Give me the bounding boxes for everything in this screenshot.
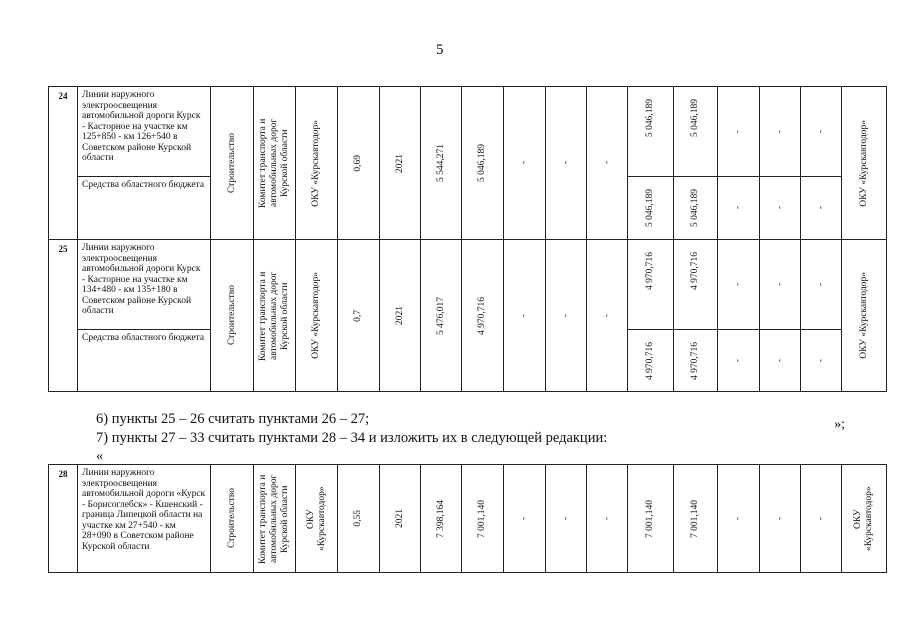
value-dash: -	[815, 129, 826, 134]
y2021-cell	[674, 465, 718, 573]
dash-cell	[546, 87, 587, 240]
y2023-cell	[760, 465, 801, 573]
org-cell	[296, 240, 338, 392]
total-cell	[628, 465, 674, 573]
value-dash: -	[774, 516, 785, 521]
row-number: 24	[49, 87, 78, 240]
year: 2021	[394, 306, 405, 325]
year: 2021	[394, 153, 405, 173]
remaining-cost: 7 001,140	[477, 499, 488, 538]
dash-cell	[546, 240, 587, 392]
value-dash: -	[733, 516, 744, 521]
estimate-cost: 5 476,017	[435, 296, 446, 335]
dash-cell	[504, 87, 546, 240]
sub-total-cell	[628, 330, 674, 392]
funding-source: Средства областного бюджета	[78, 177, 211, 240]
dash-cell	[546, 465, 587, 573]
year: 2021	[394, 509, 405, 528]
total-cell	[628, 240, 674, 330]
value-dash: -	[601, 313, 612, 318]
table-row	[49, 465, 887, 573]
opening-quote: «	[96, 448, 104, 464]
committee-cell	[254, 465, 296, 573]
financing-2021: 5 046,189	[690, 99, 701, 137]
y2022-cell	[718, 465, 760, 573]
value-dash: -	[601, 161, 612, 165]
closing-quote: »;	[834, 417, 845, 432]
length-km: 0,7	[353, 309, 364, 322]
customer-cell	[842, 87, 887, 240]
sub-total-financing: 5 046,189	[645, 189, 656, 227]
customer: ОКУ «Курскавтодор»	[858, 119, 869, 207]
object-name: Линии наружного электроосвещения автомобильной дороги Курск - Касторное на участке км 125+850 - км 126+540 в Советском районе Курской области	[78, 87, 211, 177]
dash-cell	[587, 87, 628, 240]
y2024-cell	[801, 87, 842, 177]
paragraph-7: 7) пункты 27 – 33 считать пунктами 28 – 34 и изложить их в следующей редакции:	[96, 430, 608, 446]
y2023-cell	[760, 240, 801, 330]
work-type-cell	[211, 87, 254, 240]
table-object-28	[48, 464, 887, 573]
total-cell	[628, 87, 674, 177]
value-dash: -	[519, 516, 530, 521]
customer: ОКУ «Курскавтодор»	[853, 486, 874, 551]
y2022-cell	[718, 240, 760, 330]
object-name: Линии наружного электроосвещения автомобильной дороги «Курск - Борисоглебск» - Кшенский - граница Липецкой области на участке км 27+540 - км 28+090 в Советском районе Курской области	[78, 465, 211, 573]
estimate-cell	[421, 465, 462, 573]
dash-cell	[587, 465, 628, 573]
committee: Комитет транспорта и автомобильных дорог Курской области	[258, 473, 290, 564]
cost-cell	[462, 465, 504, 573]
y2023-cell	[760, 87, 801, 177]
value-dash: -	[560, 516, 571, 521]
page-number: 5	[436, 42, 444, 58]
sub-2021-cell	[674, 330, 718, 392]
paragraph-6: 6) пункты 25 – 26 считать пунктами 26 – 27;	[96, 411, 370, 427]
sub-2023-cell	[760, 177, 801, 240]
cost-cell	[462, 87, 504, 240]
sub-2022-cell	[718, 330, 760, 392]
year-cell	[380, 240, 421, 392]
y2024-cell	[801, 240, 842, 330]
work-type: Строительство	[226, 488, 237, 549]
table-row	[49, 87, 887, 177]
object-name: Линии наружного электроосвещения автомобильной дороги Курск - Касторное на участке км 134+480 - км 135+180 в Советском районе Курской области	[78, 240, 211, 330]
value-dash: -	[815, 206, 826, 210]
estimate-cost: 5 544,271	[435, 144, 446, 182]
value-dash: -	[519, 313, 530, 318]
sub-2023-cell	[760, 330, 801, 392]
sub-total-financing: 4 970,716	[645, 341, 656, 380]
sub-financing-2021: 4 970,716	[690, 341, 701, 380]
remaining-cost: 4 970,716	[477, 296, 488, 335]
committee: Комитет транспорта и автомобильных дорог Курской области	[258, 118, 290, 208]
value-dash: -	[733, 206, 744, 210]
value-dash: -	[560, 161, 571, 165]
estimate-cost: 7 398,164	[435, 499, 446, 538]
table-row	[49, 240, 887, 330]
work-type-cell	[211, 240, 254, 392]
estimate-cell	[421, 87, 462, 240]
org-cell	[296, 465, 338, 573]
value-dash: -	[733, 129, 744, 134]
organization: ОКУ «Курскавтодор»	[311, 272, 322, 359]
value-dash: -	[560, 313, 571, 318]
funding-source: Средства областного бюджета	[78, 330, 211, 392]
length-cell	[338, 240, 380, 392]
row-number: 25	[49, 240, 78, 392]
customer-cell	[842, 465, 887, 573]
value-dash: -	[519, 161, 530, 165]
value-dash: -	[774, 358, 785, 363]
y2021-cell	[674, 87, 718, 177]
org-cell	[296, 87, 338, 240]
row-number: 28	[49, 465, 78, 573]
table-objects-24-25	[48, 86, 887, 392]
customer: ОКУ «Курскавтодор»	[858, 272, 869, 359]
value-dash: -	[774, 282, 785, 287]
work-type-cell	[211, 465, 254, 573]
length-cell	[338, 465, 380, 573]
value-dash: -	[815, 358, 826, 363]
committee-cell	[254, 87, 296, 240]
total-financing: 5 046,189	[645, 99, 656, 137]
committee-cell	[254, 240, 296, 392]
y2021-cell	[674, 240, 718, 330]
sub-total-cell	[628, 177, 674, 240]
value-dash: -	[733, 358, 744, 363]
year-cell	[380, 465, 421, 573]
sub-2022-cell	[718, 177, 760, 240]
y2024-cell	[801, 465, 842, 573]
length-km: 0,69	[353, 154, 364, 172]
length-cell	[338, 87, 380, 240]
organization: ОКУ «Курскавтодор»	[305, 486, 327, 551]
work-type: Строительство	[226, 285, 237, 346]
total-financing: 7 001,140	[645, 499, 656, 538]
sub-2021-cell	[674, 177, 718, 240]
committee: Комитет транспорта и автомобильных дорог Курской области	[258, 270, 290, 361]
work-type: Строительство	[226, 132, 237, 194]
sub-2024-cell	[801, 330, 842, 392]
remaining-cost: 5 046,189	[477, 144, 488, 182]
dash-cell	[587, 240, 628, 392]
value-dash: -	[815, 282, 826, 287]
total-financing: 4 970,716	[645, 252, 656, 290]
value-dash: -	[815, 516, 826, 521]
sub-financing-2021: 5 046,189	[690, 189, 701, 227]
value-dash: -	[774, 129, 785, 134]
sub-2024-cell	[801, 177, 842, 240]
financing-2021: 4 970,716	[690, 252, 701, 290]
y2022-cell	[718, 87, 760, 177]
year-cell	[380, 87, 421, 240]
dash-cell	[504, 240, 546, 392]
value-dash: -	[774, 206, 785, 210]
cost-cell	[462, 240, 504, 392]
customer-cell	[842, 240, 887, 392]
dash-cell	[504, 465, 546, 573]
value-dash: -	[733, 282, 744, 287]
organization: ОКУ «Курскавтодор»	[311, 119, 322, 207]
value-dash: -	[601, 516, 612, 521]
estimate-cell	[421, 240, 462, 392]
length-km: 0,55	[353, 510, 364, 527]
financing-2021: 7 001,140	[690, 499, 701, 538]
